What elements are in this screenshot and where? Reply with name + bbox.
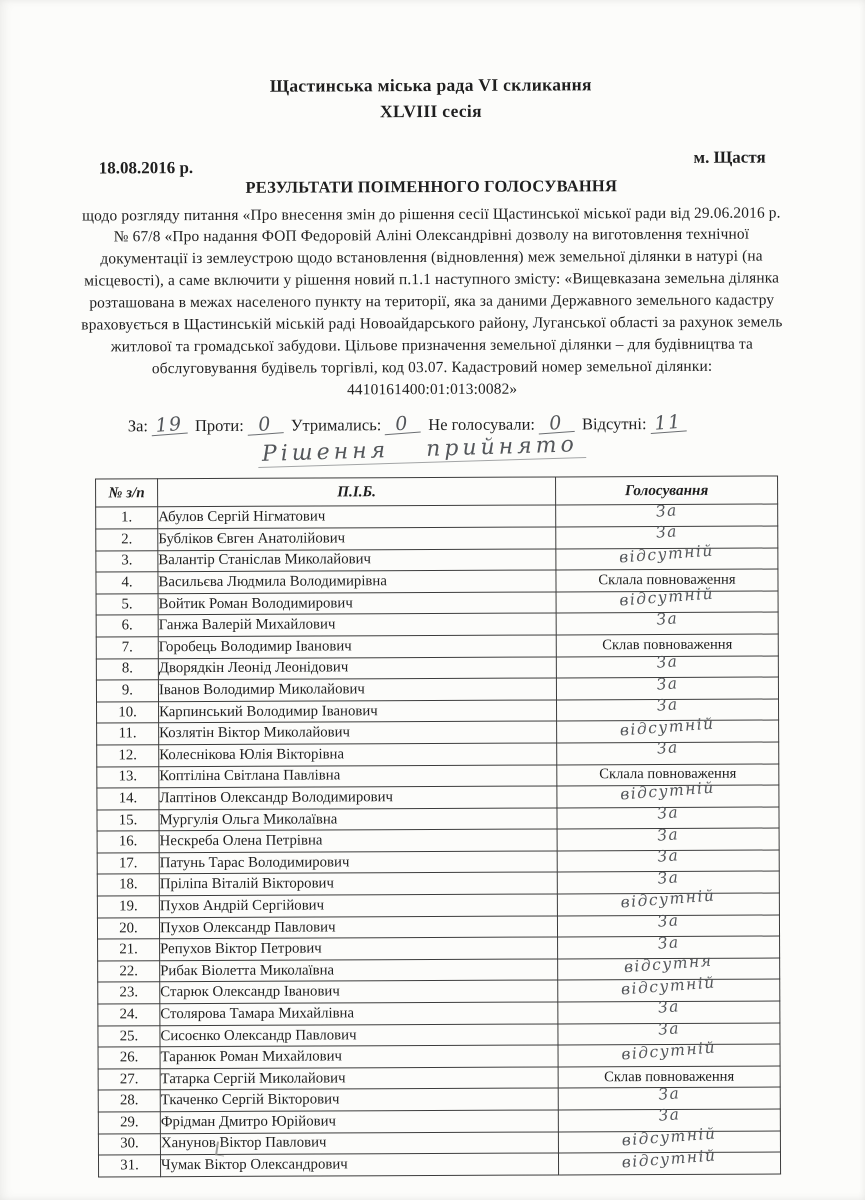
deputy-name-cell: Войтик Роман Володимирович: [158, 592, 556, 615]
row-number-cell: 5.: [96, 593, 158, 615]
deputy-name-cell: Татарка Сергій Миколайович: [160, 1067, 558, 1090]
vote-value: За: [655, 608, 679, 629]
deputy-name-cell: Абулов Сергій Нігматович: [158, 505, 556, 528]
vote-value: відсутній: [620, 1038, 717, 1064]
row-number-cell: 30.: [98, 1133, 160, 1155]
vote-cell: [558, 1146, 780, 1175]
document-title: РЕЗУЛЬТАТИ ПОІМЕННОГО ГОЛОСУВАННЯ: [245, 175, 618, 197]
question-subject-paragraph: щодо розгляду питання «Про внесення змін до рішення сесії Щастинської міської ради від 29.06.2016 р. № 67/8 «Про надання ФОП Федоровій Аліні Олександрівні дозволу на виготовлення технічної документації із землеустрою щодо встановлення (відновлення) меж земельної ділянки в натурі (на місцевості), а саме включити у рішення новий п.1.1 наступного змісту: «Вищевказана земельна ділянка розташована в межах населеного пункту на території, яка за даними Державного земельного кадастру враховується в Щастинській міській раді Новоайдарського району, Луганської області за рахунок земель житлової та громадської забудови. Цільове призначення земельної ділянки – для будівництва та обслуговування будівель торгівлі, код 03.07. Кадастровий номер земельної ділянки: 4410161400:01:013:0082»: [81, 203, 783, 398]
deputy-name-cell: Коптіліна Світлана Павлівна: [159, 764, 557, 787]
vote-value: За: [654, 522, 679, 543]
summary-for: [127, 413, 188, 438]
vote-value: відсутній: [618, 541, 715, 567]
row-number-cell: 28.: [98, 1090, 160, 1112]
row-number-cell: 20.: [97, 917, 159, 939]
summary-against: [194, 413, 284, 437]
vote-value: За: [656, 846, 680, 867]
table-row: [96, 548, 778, 573]
deputy-name-cell: Нескреба Олена Петрівна: [159, 829, 557, 852]
handwritten-decision-note: Рішення прийнято: [258, 432, 587, 468]
vote-value: За: [657, 1083, 681, 1104]
row-number-cell: 4.: [96, 572, 158, 594]
vote-value: За: [656, 803, 680, 823]
summary-not-voted-value: 0: [538, 414, 575, 435]
vote-value: відсутній: [619, 714, 716, 740]
deputy-name-cell: Репухов Віктор Петрович: [160, 937, 558, 960]
deputy-name-cell: Горобець Володимир Іванович: [158, 635, 556, 658]
table-row: [97, 742, 779, 767]
header-vote: Голосування: [556, 476, 778, 505]
summary-for-value: 19: [151, 416, 188, 437]
vote-value: За: [655, 652, 679, 672]
row-number-cell: 19.: [97, 896, 159, 918]
table-row: [96, 612, 778, 637]
deputy-name-cell: Пухов Андрій Сергійович: [159, 894, 557, 917]
row-number-cell: 16.: [97, 831, 159, 853]
deputy-name-cell: Колеснікова Юлія Вікторівна: [159, 743, 557, 766]
deputy-name-cell: Пухов Олександр Павлович: [159, 916, 557, 939]
summary-not-voted-label: Не голосували:: [428, 414, 536, 435]
vote-cell: [557, 738, 779, 765]
row-number-cell: 11.: [97, 723, 159, 745]
vote-value: За: [654, 500, 678, 521]
deputy-name-cell: Патунь Тарас Володимирович: [159, 851, 557, 874]
row-number-cell: 21.: [98, 939, 160, 961]
row-number-cell: 6.: [96, 615, 158, 637]
deputy-name-cell: Ганжа Валерій Михайлович: [158, 613, 556, 636]
vote-value: За: [655, 673, 679, 694]
deputy-name-cell: Валантір Станіслав Миколайович: [158, 549, 556, 572]
table-row: [98, 1152, 780, 1177]
vote-value: Склала повноваження: [598, 571, 736, 589]
row-number-cell: 2.: [96, 529, 158, 551]
voting-table: [95, 476, 781, 1177]
summary-absent-value: 11: [649, 414, 686, 435]
header-name: П.І.Б.: [158, 477, 556, 507]
row-number-cell: 18.: [97, 874, 159, 896]
row-number-cell: 22.: [98, 961, 160, 983]
session-number: XLVIII сесія: [379, 101, 482, 122]
council-name: Щастинська міська рада VI скликання: [269, 74, 592, 96]
document-date: 18.08.2016 р.: [98, 157, 194, 177]
document-header: [0, 0, 863, 126]
voting-table-body: [96, 500, 781, 1176]
row-number-cell: 8.: [96, 658, 158, 680]
row-number-cell: 27.: [98, 1069, 160, 1091]
document-place: м. Щастя: [693, 147, 766, 167]
vote-cell: [556, 541, 778, 571]
row-number-cell: 29.: [98, 1112, 160, 1134]
row-number-cell: 12.: [97, 745, 159, 767]
summary-abstained-label: Утримались:: [290, 415, 382, 435]
row-number-cell: 23.: [98, 982, 160, 1004]
vote-value: відсутній: [619, 778, 716, 804]
summary-absent: [581, 411, 687, 436]
row-number-cell: 17.: [97, 853, 159, 875]
row-number-cell: 31.: [98, 1155, 160, 1177]
deputy-name-cell: Ткаченко Сергій Вікторович: [160, 1088, 558, 1111]
vote-value: відсутній: [618, 584, 715, 610]
deputy-name-cell: Дворядкін Леонід Леонідович: [158, 656, 556, 679]
row-number-cell: 26.: [98, 1047, 160, 1069]
deputy-name-cell: Мургулія Ольга Миколаївна: [159, 808, 557, 831]
table-row: [98, 1044, 780, 1069]
vote-value: За: [655, 695, 679, 715]
vote-value: За: [656, 824, 680, 845]
deputy-name-cell: Чумак Віктор Олександрович: [160, 1153, 558, 1176]
row-number-cell: 9.: [96, 680, 158, 702]
row-number-cell: 3.: [96, 550, 158, 572]
vote-value: відсутній: [621, 1146, 718, 1172]
vote-value: За: [657, 1105, 681, 1126]
deputy-name-cell: Таранюк Роман Михайлович: [160, 1045, 558, 1068]
summary-against-label: Проти:: [194, 416, 244, 436]
vote-value: За: [657, 1019, 681, 1039]
header-number: № з/п: [96, 479, 158, 507]
vote-value: Склав повноваження: [602, 636, 733, 654]
row-number-cell: 25.: [98, 1025, 160, 1047]
vote-value: відсутній: [620, 973, 717, 999]
summary-abstained-value: 0: [384, 415, 421, 436]
deputy-name-cell: Іванов Володимир Миколайович: [158, 678, 556, 701]
row-number-cell: 10.: [97, 701, 159, 723]
deputy-name-cell: Лаптінов Олександр Володимирович: [159, 786, 557, 809]
deputy-name-cell: Козлятін Віктор Миколайович: [159, 721, 557, 744]
deputy-name-cell: Столярова Тамара Михайлівна: [160, 1002, 558, 1025]
vote-value: За: [656, 932, 680, 953]
deputy-name-cell: Ханунов Віктор Павлович: [160, 1132, 558, 1155]
deputy-name-cell: Рибак Віолетта Миколаївна: [160, 959, 558, 982]
row-number-cell: 1.: [96, 507, 158, 529]
vote-value: За: [656, 911, 680, 931]
row-number-cell: 14.: [97, 788, 159, 810]
deputy-name-cell: Карпинський Володимир Іванович: [159, 700, 557, 723]
deputy-name-cell: Старюк Олександр Іванович: [160, 980, 558, 1003]
vote-value: відсутній: [621, 1124, 718, 1150]
scan-artifact-mark: [215, 1141, 226, 1156]
deputy-name-cell: Васильєва Людмила Володимирівна: [158, 570, 556, 593]
vote-cell: [556, 608, 778, 635]
vote-value: Склав повноваження: [604, 1068, 735, 1085]
vote-cell: [558, 1038, 780, 1067]
summary-for-label: За:: [127, 416, 149, 436]
summary-abstained: [290, 412, 422, 436]
vote-value: За: [655, 738, 679, 759]
summary-absent-label: Відсутні:: [581, 414, 647, 434]
row-number-cell: 13.: [97, 766, 159, 788]
row-number-cell: 15.: [97, 809, 159, 831]
row-number-cell: 7.: [96, 637, 158, 659]
vote-value: За: [656, 997, 681, 1018]
vote-value: Склала повноваження: [599, 766, 737, 783]
deputy-name-cell: Сисоєнко Олександр Павлович: [160, 1024, 558, 1047]
vote-value: відсутній: [620, 886, 716, 912]
vote-value: За: [656, 868, 680, 888]
deputy-name-cell: Пріліпа Віталій Вікторович: [159, 872, 557, 895]
deputy-name-cell: Фрідман Дмитро Юрійович: [160, 1110, 558, 1133]
vote-value: відсутня: [623, 951, 714, 977]
row-number-cell: 24.: [98, 1004, 160, 1026]
deputy-name-cell: Бубліков Євген Анатолійович: [158, 527, 556, 550]
summary-against-value: 0: [247, 415, 284, 436]
date-place-row: [0, 147, 864, 179]
